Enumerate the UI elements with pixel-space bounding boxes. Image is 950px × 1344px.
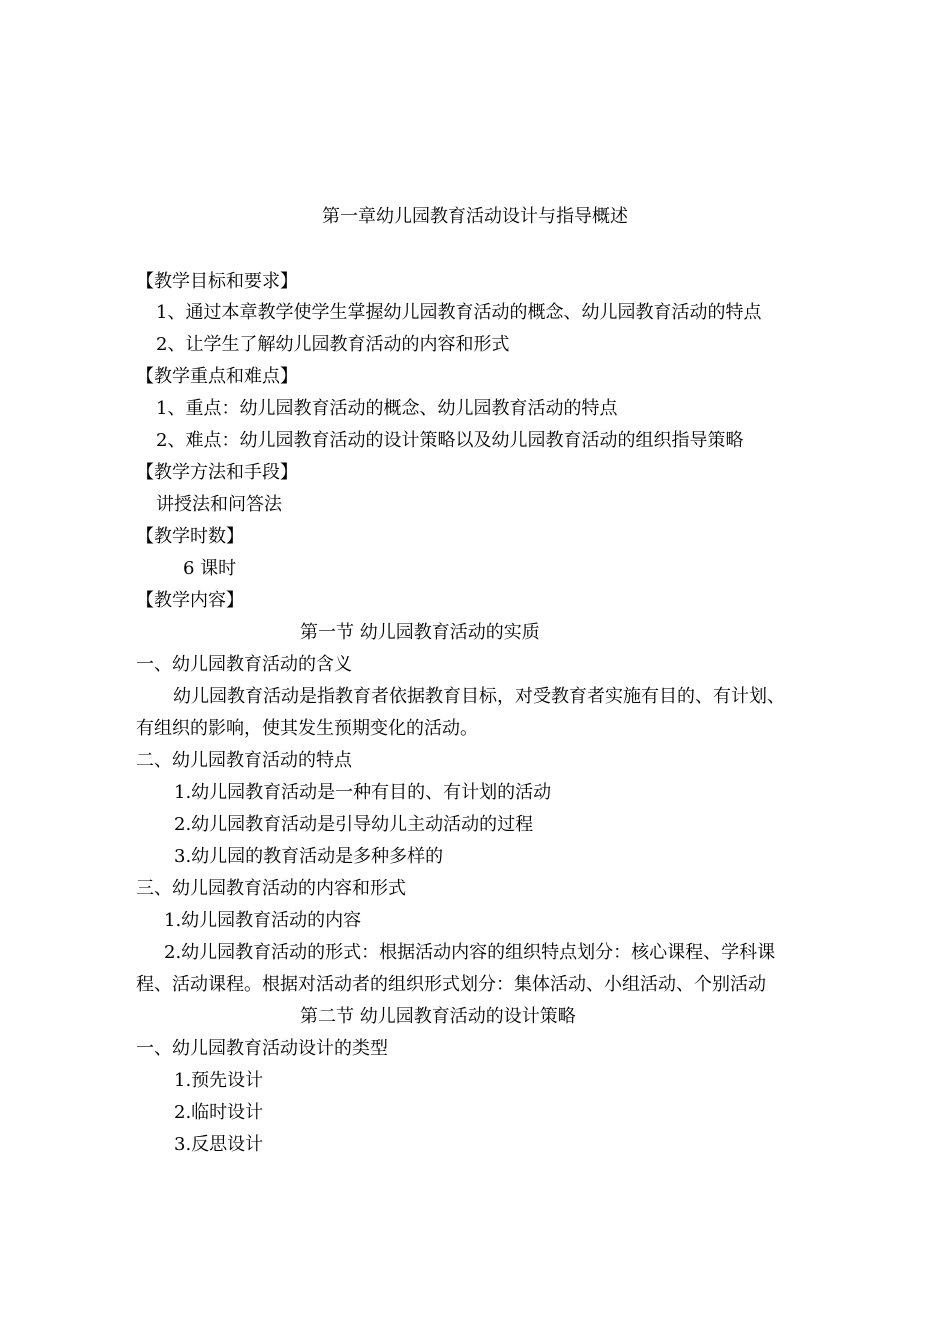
hours-heading: 【教学时数】: [136, 526, 244, 547]
subsection-heading: 三、幼儿园教育活动的内容和形式: [136, 878, 406, 899]
key-point-item: 2、难点：幼儿园教育活动的设计策略以及幼儿园教育活动的组织指导策略: [156, 430, 744, 451]
feature-item: 3.幼儿园的教育活动是多种多样的: [174, 846, 444, 867]
subsection-heading: 二、幼儿园教育活动的特点: [136, 750, 352, 771]
goal-item: 2、让学生了解幼儿园教育活动的内容和形式: [156, 334, 510, 355]
method-text: 讲授法和问答法: [156, 494, 282, 515]
feature-item: 1.幼儿园教育活动是一种有目的、有计划的活动: [174, 782, 552, 803]
method-heading: 【教学方法和手段】: [136, 462, 298, 483]
key-points-heading: 【教学重点和难点】: [136, 366, 298, 387]
chapter-title: 第一章幼儿园教育活动设计与指导概述: [322, 206, 628, 227]
subsection-heading: 一、幼儿园教育活动设计的类型: [136, 1038, 388, 1059]
key-point-item: 1、重点：幼儿园教育活动的概念、幼儿园教育活动的特点: [156, 398, 618, 419]
type-item: 2.临时设计: [174, 1102, 264, 1123]
paragraph-line: 程、活动课程。根据对活动者的组织形式划分：集体活动、小组活动、个别活动: [136, 974, 766, 995]
section-title: 第二节 幼儿园教育活动的设计策略: [300, 1006, 576, 1027]
subsection-heading: 一、幼儿园教育活动的含义: [136, 654, 352, 675]
paragraph-line: 有组织的影响，使其发生预期变化的活动。: [136, 718, 478, 739]
hours-text: 6 课时: [183, 558, 237, 579]
feature-item: 2.幼儿园教育活动是引导幼儿主动活动的过程: [174, 814, 534, 835]
type-item: 3.反思设计: [174, 1134, 264, 1155]
section-title: 第一节 幼儿园教育活动的实质: [300, 622, 540, 643]
paragraph-line: 幼儿园教育活动是指教育者依据教育目标，对受教育者实施有目的、有计划、: [173, 686, 785, 707]
type-item: 1.预先设计: [174, 1070, 264, 1091]
paragraph-line: 2.幼儿园教育活动的形式：根据活动内容的组织特点划分：核心课程、学科课: [164, 942, 776, 963]
goal-item: 1、通过本章教学使学生掌握幼儿园教育活动的概念、幼儿园教育活动的特点: [156, 302, 762, 323]
content-item: 1.幼儿园教育活动的内容: [164, 910, 362, 931]
goals-heading: 【教学目标和要求】: [136, 271, 298, 292]
content-heading: 【教学内容】: [136, 590, 244, 611]
